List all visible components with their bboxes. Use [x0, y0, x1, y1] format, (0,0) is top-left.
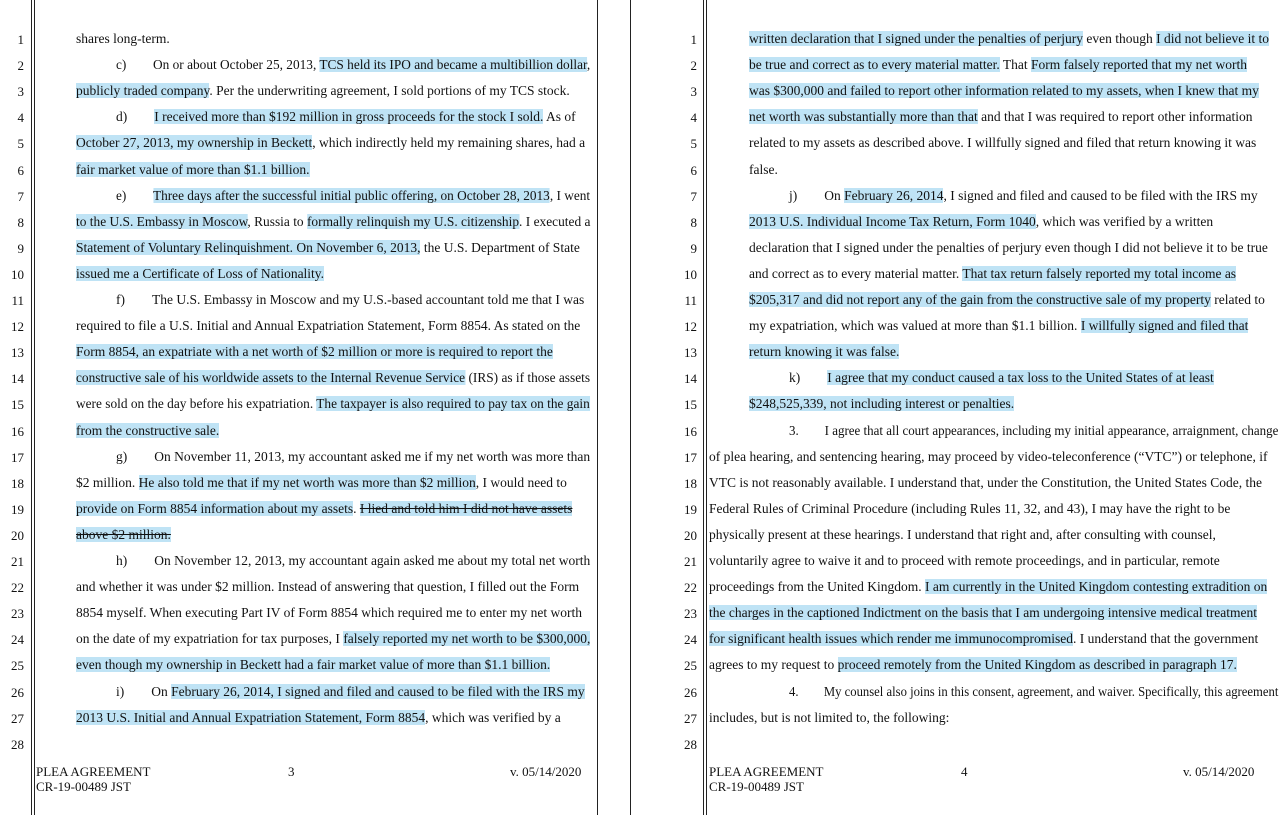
text-line: [116, 56, 590, 74]
footer-case-number: CR-19-00489 JST: [709, 779, 804, 794]
line-number: 1: [17, 32, 24, 47]
text-line: [749, 343, 899, 361]
line-number: 6: [17, 162, 24, 178]
text-segment: my expatriation, which was valued at more than $1.1 billion.: [749, 318, 1081, 334]
highlighted-text: I lied and told him I did not have assets: [359, 500, 573, 516]
highlighted-text: $205,317 and did not report any of the gain from the constructive sale of my property: [749, 292, 1211, 307]
line-number: 18: [11, 475, 24, 491]
line-number: 5: [17, 136, 24, 152]
highlighted-text: 2013 U.S. Individual Income Tax Return, Form 1040: [749, 213, 1036, 229]
line-number: 25: [684, 658, 697, 674]
text-segment: related to my assets as described above. I willfully signed and filed that return knowing it was: [749, 135, 1257, 151]
text-line: [116, 108, 576, 126]
text-line: [76, 474, 567, 492]
text-segment: That: [999, 57, 1032, 73]
text-line: [749, 317, 1248, 335]
text-segment: physically present at these hearings. I understand that right and, after consulting with counsel,: [709, 526, 1216, 542]
highlighted-text: falsely reported my net worth to be $300,000,: [343, 631, 591, 647]
text-line: [709, 709, 949, 727]
highlighted-text: October 27, 2013, my ownership in Beckett: [76, 135, 313, 151]
text-line: [709, 552, 1220, 570]
highlighted-text: even though my ownership in Beckett had a fair market value of more than $1.1 billion.: [76, 657, 551, 673]
text-line: [116, 683, 585, 701]
line-number: 21: [684, 554, 697, 569]
highlighted-text: I agree that my conduct caused a tax loss to the United States of at least: [827, 370, 1214, 386]
highlighted-text: Form falsely reported that my net worth: [1031, 57, 1247, 73]
highlighted-text: above $2 million.: [76, 526, 171, 542]
text-line: [749, 265, 1236, 283]
margin-rule: [34, 0, 35, 815]
text-line: [76, 422, 219, 440]
text-line: [709, 500, 1230, 518]
text-line: [749, 30, 1269, 48]
highlighted-text: provide on Form 8854 information about my assets: [76, 500, 354, 516]
text-segment: were sold on the day before his expatriation.: [76, 396, 317, 412]
line-number: 8: [690, 214, 697, 230]
text-line: [116, 552, 590, 570]
highlighted-text: TCS held its IPO and became a multibillion dollar: [319, 57, 587, 73]
text-segment: and correct as to every material matter.: [749, 265, 963, 281]
footer-page-number: 3: [288, 764, 295, 779]
text-line: [76, 709, 561, 727]
line-number: 28: [11, 736, 24, 752]
line-number: 22: [684, 580, 697, 596]
text-line: [749, 56, 1247, 74]
text-segment: and whether it was under $2 million. Instead of answering that question, I filled out the Form: [76, 579, 580, 595]
document-page-4: [630, 0, 1280, 815]
text-line: [76, 630, 590, 648]
text-segment: related to: [1210, 292, 1265, 307]
line-number: 12: [684, 319, 697, 335]
text-segment: d): [116, 109, 155, 125]
footer-version: v. 05/14/2020: [510, 764, 582, 779]
line-number: 27: [684, 710, 697, 726]
highlighted-text: Three days after the successful initial public offering, on October 28, 2013: [152, 187, 550, 203]
text-segment: . Per the underwriting agreement, I sold portions of my TCS stock.: [209, 83, 570, 99]
text-segment: Federal Rules of Criminal Procedure (including Rules 11, 32, and 43), I may have the right to be: [709, 500, 1231, 516]
text-segment: of plea hearing, and sentencing hearing, may proceed by video-teleconference (“VTC”) or telephone, if: [709, 448, 1268, 464]
text-line: [76, 500, 572, 518]
text-segment: includes, but is not limited to, the following:: [709, 709, 950, 725]
text-line: [116, 291, 584, 309]
highlighted-text: issued me a Certificate of Loss of Nationality.: [76, 265, 325, 281]
highlighted-text: February 26, 2014, I signed and filed and caused to be filed with the IRS my: [171, 683, 585, 699]
line-number: 11: [11, 293, 24, 308]
highlighted-text: for significant health issues which render me immunocompromised: [709, 631, 1074, 647]
highlighted-text: to the U.S. Embassy in Moscow: [76, 213, 248, 229]
line-number: 11: [684, 293, 697, 308]
line-number: 26: [11, 684, 24, 700]
text-segment: , Russia to: [247, 213, 307, 229]
text-segment: $2 million.: [76, 474, 139, 490]
highlighted-text: The taxpayer is also required to pay tax on the gain: [316, 396, 590, 412]
highlighted-text: I willfully signed and filed that: [1080, 318, 1249, 334]
text-line: [749, 291, 1265, 309]
line-number: 6: [690, 162, 697, 178]
text-segment: 8854 myself. When executing Part IV of Form 8854 which required me to enter my net worth: [76, 605, 583, 621]
text-segment: even though: [1083, 31, 1157, 46]
line-number: 9: [17, 240, 24, 256]
text-segment: , which indirectly held my remaining shares, had a: [312, 135, 586, 151]
line-number: 4: [17, 110, 24, 126]
footer-title: PLEA AGREEMENT: [36, 764, 151, 779]
text-segment: ,: [586, 57, 591, 73]
highlighted-text: return knowing it was false.: [749, 344, 900, 360]
text-line: [76, 265, 324, 283]
line-number: 7: [690, 188, 697, 204]
text-line: [116, 187, 590, 205]
text-line: [709, 578, 1267, 596]
text-segment: As of: [543, 109, 576, 125]
text-segment: , which was verified by a: [425, 709, 561, 725]
line-number: 28: [684, 736, 697, 752]
line-number: 2: [690, 58, 697, 74]
line-number: 17: [11, 449, 24, 465]
line-number: 1: [690, 32, 697, 47]
line-number: 14: [684, 371, 697, 387]
text-line: [76, 369, 590, 387]
text-line: [789, 369, 1214, 387]
text-segment: f) The U.S. Embassy in Moscow and my U.S.-based accountant told me that I was: [116, 292, 585, 307]
text-line: [76, 395, 590, 413]
text-line: [76, 161, 310, 179]
line-number: 15: [11, 397, 24, 413]
text-segment: g) On November 11, 2013, my accountant asked me if my net worth was more than: [116, 448, 591, 464]
text-line: [749, 82, 1259, 100]
line-number: 16: [684, 423, 697, 439]
text-line: [789, 187, 1258, 205]
text-line: [76, 239, 580, 257]
text-line: [76, 604, 582, 622]
document-page-3: [0, 0, 630, 815]
text-line: [749, 108, 1253, 126]
line-number: 22: [11, 580, 24, 596]
text-segment: . I understand that the government: [1073, 631, 1259, 647]
line-number: 27: [11, 710, 24, 726]
line-number: 14: [11, 371, 24, 387]
line-number: 17: [684, 449, 697, 465]
highlighted-text: the charges in the captioned Indictment on the basis that I am undergoing intensive medical treatment: [709, 605, 1257, 621]
highlighted-text: written declaration that I signed under the penalties of perjury: [749, 31, 1084, 46]
line-number: 15: [684, 397, 697, 413]
text-segment: the U.S. Department of State: [420, 239, 580, 255]
text-segment: (IRS) as if those assets: [465, 370, 591, 386]
line-number: 24: [684, 632, 697, 648]
highlighted-text: proceed remotely from the United Kingdom as described in paragraph 17.: [837, 657, 1237, 673]
line-number: 9: [690, 240, 697, 256]
text-segment: VTC is not reasonably available. I understand that, under the Constitution, the United States Code, the: [709, 474, 1263, 490]
text-line: [749, 213, 1213, 231]
highlighted-text: Statement of Voluntary Relinquishment. On November 6, 2013,: [76, 239, 421, 255]
text-segment: k): [789, 370, 828, 386]
text-segment: , which was verified by a written: [1035, 213, 1214, 229]
line-number: 23: [11, 606, 24, 622]
text-line: [76, 578, 579, 596]
text-line: [789, 683, 1278, 701]
footer-page-number: 4: [961, 764, 968, 779]
highlighted-text: I am currently in the United Kingdom contesting extradition on: [924, 579, 1268, 595]
text-line: [76, 343, 553, 361]
footer-version: v. 05/14/2020: [1183, 764, 1255, 779]
line-number: 24: [11, 632, 24, 648]
highlighted-text: publicly traded company: [76, 83, 210, 99]
line-number: 12: [11, 319, 24, 335]
highlighted-text: That tax return falsely reported my total income as: [962, 265, 1237, 281]
highlighted-text: February 26, 2014: [844, 187, 944, 203]
text-line: [709, 656, 1237, 674]
highlighted-text: Form 8854, an expatriate with a net worth of $2 million or more is required to report the: [76, 344, 553, 360]
text-line: [76, 30, 170, 48]
text-line: [709, 474, 1262, 492]
line-number: 3: [690, 84, 697, 100]
text-segment: e): [116, 187, 153, 203]
line-number: 20: [11, 527, 24, 543]
line-number: 5: [690, 136, 697, 152]
text-segment: c) On or about October 25, 2013,: [116, 57, 320, 73]
text-segment: on the date of my expatriation for tax purposes, I: [76, 631, 344, 647]
text-segment: and that I was required to report other information: [977, 109, 1253, 125]
line-number: 10: [684, 266, 697, 282]
text-line: [749, 134, 1256, 152]
highlighted-text: be true and correct as to every material matter.: [749, 57, 1000, 73]
footer-title: PLEA AGREEMENT: [709, 764, 824, 779]
line-number: 10: [11, 266, 24, 282]
text-line: [76, 213, 590, 231]
text-segment: 3. I agree that all court appearances, including my initial appearance, arraignment, change: [789, 422, 1279, 438]
margin-rule: [703, 0, 704, 815]
right-margin-rule: [597, 0, 598, 815]
text-line: [116, 448, 590, 466]
text-line: [76, 82, 570, 100]
text-segment: h) On November 12, 2013, my accountant again asked me about my total net worth: [116, 553, 591, 568]
highlighted-text: I received more than $192 million in gross proceeds for the stock I sold.: [154, 109, 544, 125]
text-line: [749, 395, 1014, 413]
highlighted-text: net worth was substantially more than that: [749, 109, 978, 125]
highlighted-text: was $300,000 and failed to report other information related to my assets, when I knew that my: [749, 83, 1259, 99]
highlighted-text: fair market value of more than $1.1 billion.: [76, 161, 310, 177]
line-number: 13: [11, 345, 24, 361]
line-number: 23: [684, 606, 697, 622]
text-line: [709, 604, 1257, 622]
footer-case-number: CR-19-00489 JST: [36, 779, 131, 794]
left-edge-rule: [630, 0, 631, 815]
line-number: 4: [690, 110, 697, 126]
text-line: [76, 526, 171, 544]
line-number: 16: [11, 423, 24, 439]
text-line: [76, 134, 585, 152]
text-segment: j) On: [789, 187, 845, 203]
text-line: [709, 448, 1268, 466]
text-segment: , I would need to: [475, 474, 567, 490]
text-line: [709, 526, 1216, 544]
text-segment: required to file a U.S. Initial and Annual Expatriation Statement, Form 8854. As stated on the: [76, 318, 581, 334]
text-segment: .: [353, 500, 360, 516]
text-line: [76, 656, 550, 674]
line-number: 25: [11, 658, 24, 674]
text-segment: . I executed a: [519, 213, 591, 229]
text-segment: shares long-term.: [76, 31, 170, 46]
highlighted-text: I did not believe it to: [1156, 31, 1269, 46]
highlighted-text: $248,525,339, not including interest or penalties.: [749, 396, 1015, 412]
margin-rule: [31, 0, 32, 815]
line-number: 19: [11, 501, 24, 517]
line-number: 7: [17, 188, 24, 204]
highlighted-text: constructive sale of his worldwide assets to the Internal Revenue Service: [76, 370, 466, 386]
text-line: [749, 239, 1268, 257]
line-number: 20: [684, 527, 697, 543]
line-number: 18: [684, 475, 697, 491]
highlighted-text: He also told me that if my net worth was more than $2 million: [138, 474, 476, 490]
text-line: [749, 161, 778, 179]
highlighted-text: 2013 U.S. Initial and Annual Expatriation Statement, Form 8854: [76, 709, 426, 725]
line-number: 2: [17, 58, 24, 74]
text-segment: agrees to my request to: [709, 657, 838, 673]
text-segment: , I signed and filed and caused to be filed with the IRS my: [943, 187, 1258, 203]
line-number: 13: [684, 345, 697, 361]
line-number: 26: [684, 684, 697, 700]
text-segment: false.: [749, 161, 778, 177]
line-number: 19: [684, 501, 697, 517]
text-line: [76, 317, 580, 335]
text-segment: , I went: [549, 187, 591, 203]
text-segment: proceedings from the United Kingdom.: [709, 579, 925, 595]
text-segment: i) On: [116, 683, 172, 699]
text-segment: voluntarily agree to waive it and to proceed with remote proceedings, and in particular, remote: [709, 553, 1220, 568]
margin-rule: [706, 0, 707, 815]
text-line: [789, 422, 1278, 440]
line-number: 21: [11, 554, 24, 569]
text-segment: declaration that I signed under the penalties of perjury even though I did not believe it to be true: [749, 239, 1268, 255]
text-segment: 4. My counsel also joins in this consent, agreement, and waiver. Specifically, this agreement: [789, 683, 1279, 699]
highlighted-text: formally relinquish my U.S. citizenship: [306, 213, 520, 229]
line-number: 3: [17, 84, 24, 100]
text-line: [709, 630, 1258, 648]
line-number: 8: [17, 214, 24, 230]
highlighted-text: from the constructive sale.: [76, 422, 220, 438]
